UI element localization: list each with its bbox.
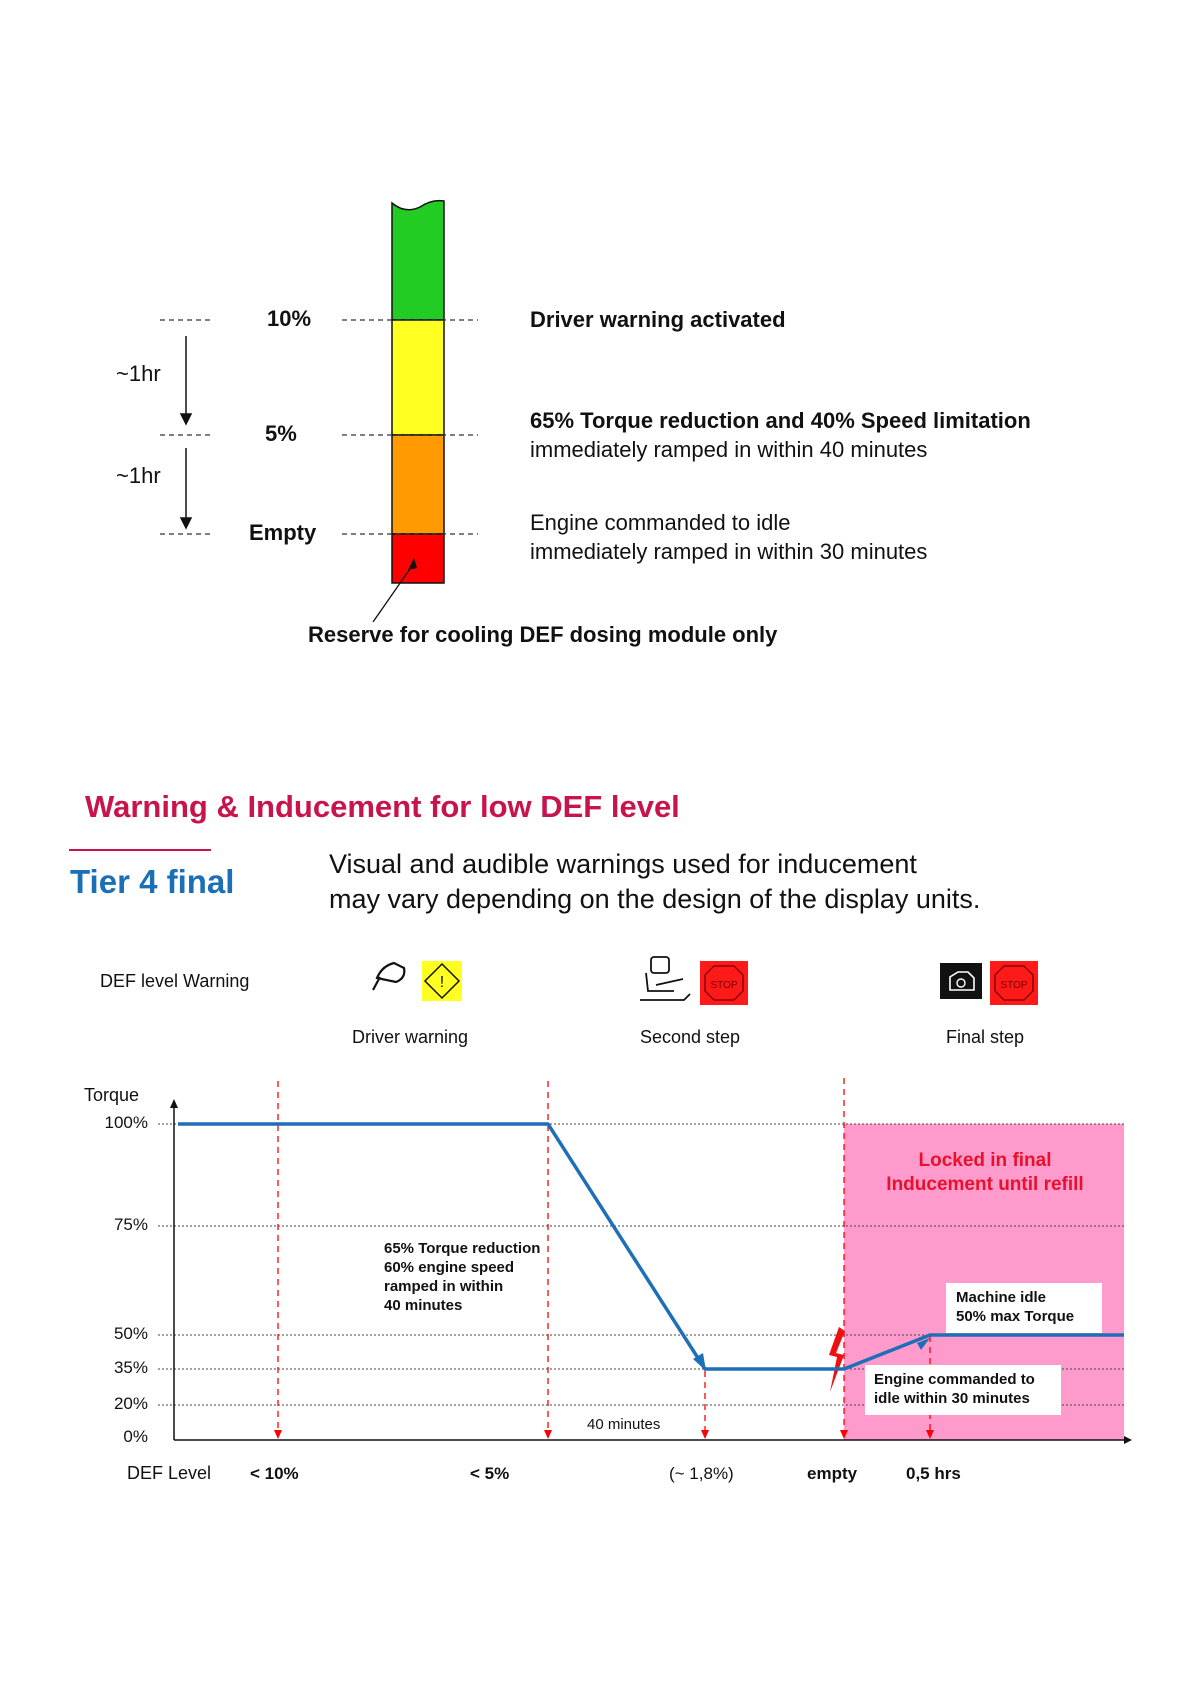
x-axis-label: DEF Level [127,1463,212,1483]
torque-note-line-2: 60% engine speed [384,1259,515,1276]
machine-idle-line-1: Machine idle [956,1289,1047,1306]
y-tick-75: 75% [113,1215,148,1234]
x-label-5: < 5% [470,1464,510,1483]
torque-reduction-note [384,1239,540,1315]
stop-text: STOP [710,980,738,991]
x-label-10: < 10% [250,1464,299,1483]
x-label-1-8: (~ 1,8%) [669,1464,734,1483]
engine-idle-line-2: idle within 30 minutes [874,1390,1030,1407]
step-label-final-step: Final step [946,1027,1025,1047]
warning-symbol: ! [439,974,445,991]
step-label-driver-warning: Driver warning [352,1027,469,1047]
step-label-second-step: Second step [640,1027,741,1047]
machine-idle-note [956,1288,1074,1326]
torque-note-line-4: 40 minutes [384,1297,463,1314]
level-label-empty: Empty [249,520,317,545]
y-tick-50: 50% [113,1324,148,1343]
x-label-half-hour: 0,5 hrs [906,1464,961,1483]
level-5-description-bold: 65% Torque reduction and 40% Speed limitation [530,408,1031,433]
interval-label-lower: ~1hr [116,463,161,488]
torque-note-line-3: ramped in within [384,1278,504,1295]
x-label-empty: empty [807,1464,858,1483]
level-label-5: 5% [265,421,297,446]
y-axis-arrowhead [170,1099,178,1108]
y-tick-35: 35% [113,1358,148,1377]
machine-idle-line-2: 50% max Torque [956,1308,1075,1325]
y-tick-100: 100% [104,1113,148,1132]
level-5-description: immediately ramped in within 40 minutes [530,437,928,462]
stop-text-final: STOP [1000,980,1028,991]
y-tick-0: 0% [123,1427,148,1446]
section-title: Warning & Inducement for low DEF level [85,789,680,824]
locked-region-label [855,1149,1115,1197]
y-axis-label: Torque [84,1085,140,1105]
level-empty-description: Engine commanded to idle immediately ramped in within 30 minutes [530,510,928,564]
engine-idle-note [874,1370,1035,1408]
tier-label: Tier 4 final [70,863,235,900]
def-level-guides [274,1078,934,1439]
interval-label-upper: ~1hr [116,361,161,386]
subtitle-line-1: Visual and audible warnings used for inducement [329,849,917,879]
level-10-description: Driver warning activated [530,307,786,332]
locked-label-line-2: Inducement until refill [886,1174,1084,1195]
engine-idle-line-1: Engine commanded to [874,1371,1035,1388]
warning-row-label: DEF level Warning [100,971,250,991]
reserve-label: Reserve for cooling DEF dosing module only [308,622,778,647]
level-label-10: 10% [267,306,312,331]
y-tick-20: 20% [113,1394,148,1413]
lightning-bolt-icon [829,1327,845,1392]
subtitle-line-2: may vary depending on the design of the display units. [329,884,981,914]
torque-note-line-1: 65% Torque reduction [384,1240,541,1257]
x-axis-arrowhead [1124,1436,1132,1444]
locked-label-line-1: Locked in final [918,1150,1052,1171]
forty-minutes-label: 40 minutes [587,1416,661,1433]
